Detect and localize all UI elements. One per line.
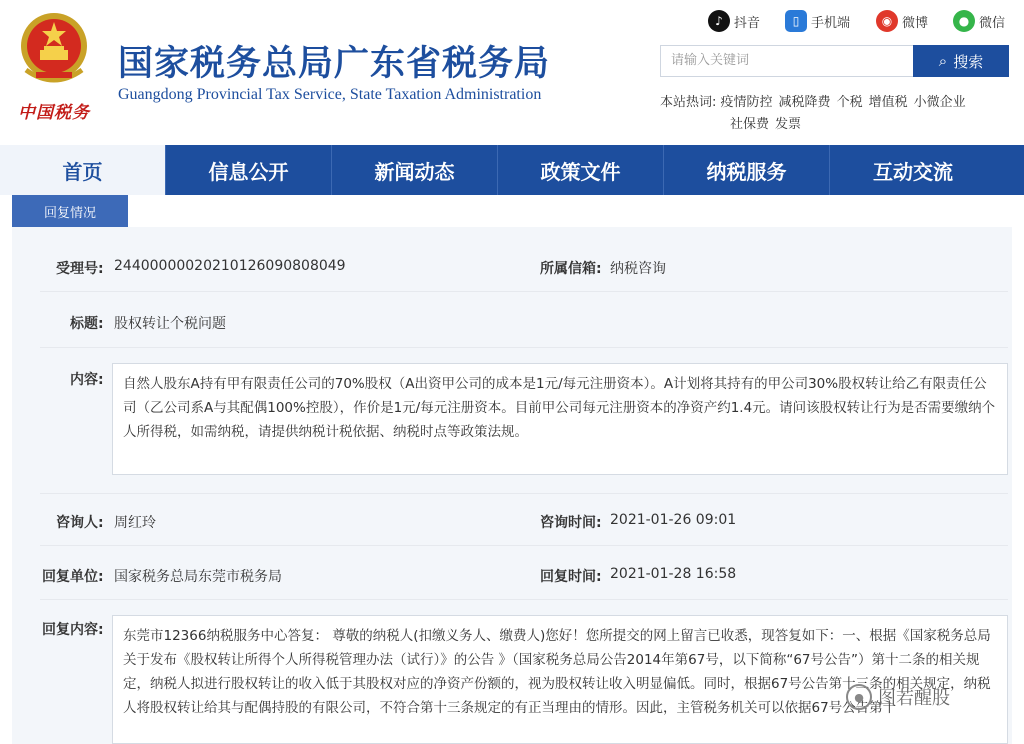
search-button[interactable] xyxy=(913,45,1009,77)
hot-keyword[interactable]: 疫情防控 xyxy=(720,95,773,110)
main-nav xyxy=(0,145,1024,195)
national-emblem-icon xyxy=(18,10,90,88)
asker-value: 周红玲 xyxy=(114,515,156,531)
social-label: 微信 xyxy=(979,15,1006,31)
reply-unit-value: 国家税务总局东莞市税务局 xyxy=(114,569,282,585)
divider xyxy=(40,599,1008,600)
hot-keywords-label: 本站热词: xyxy=(660,95,717,110)
wechat-icon: ● xyxy=(953,10,975,32)
title-label: 标题: xyxy=(70,316,104,332)
logo-script-text: 中国税务 xyxy=(18,103,90,123)
mailbox-label: 所属信箱: xyxy=(540,261,602,277)
title-value: 股权转让个税问题 xyxy=(114,316,226,332)
nav-item-news[interactable]: 新闻动态 xyxy=(332,145,498,195)
mailbox-value: 纳税咨询 xyxy=(610,261,666,277)
search-input[interactable]: 请输入关键词 xyxy=(660,45,914,77)
watermark-text: 图若醒股 xyxy=(878,688,950,709)
nav-item-interact[interactable]: 互动交流 xyxy=(873,159,953,184)
nav-item-policy[interactable]: 政策文件 xyxy=(498,145,664,195)
content-box: 自然人股东A持有甲有限责任公司的70%股权（A出资甲公司的成本是1元/每元注册资本）。A计划将其持有的甲公司30%股权转让给乙有限责任公司（乙公司系A与其配偶100%控股），作价是1元/每元注册资本。目前甲公司每元注册资本的净资产约1.4元。请问该股权转让行为是否需要缴纳个人所得税，如需纳税，请提供纳税计税依据、纳税时点等政策法规。 xyxy=(112,363,1008,475)
search-icon: ⌕ xyxy=(938,52,948,70)
nav-item-service[interactable]: 纳税服务 xyxy=(664,145,830,195)
site-title[interactable]: 国家税务总局广东省税务局 xyxy=(118,44,551,84)
wechat-icon: ● xyxy=(846,684,872,710)
social-link-wechat[interactable] xyxy=(953,10,1005,32)
reply-time-label: 回复时间: xyxy=(540,569,602,585)
hot-keyword[interactable]: 社保费 xyxy=(730,117,770,132)
nav-item-home[interactable]: 首页 xyxy=(0,145,166,195)
reply-content-label: 回复内容: xyxy=(42,622,104,638)
social-link-douyin[interactable] xyxy=(708,10,760,32)
social-link-weibo[interactable] xyxy=(876,10,928,32)
hot-keyword[interactable]: 减税降费 xyxy=(778,95,831,110)
site-subtitle: Guangdong Provincial Tax Service, State Taxation Administration xyxy=(118,86,542,103)
accept-id-label: 受理号: xyxy=(56,261,104,277)
search-button-label: 搜索 xyxy=(953,52,984,71)
divider xyxy=(40,545,1008,546)
reply-unit-label: 回复单位: xyxy=(42,569,104,585)
divider xyxy=(40,291,1008,292)
tab-reply-status[interactable]: 回复情况 xyxy=(12,195,128,227)
accept-id-value: 244000000202101260908080​49 xyxy=(114,258,346,274)
hot-keywords xyxy=(660,92,1010,136)
detail-panel xyxy=(12,227,1012,744)
watermark xyxy=(846,684,950,710)
hot-keyword[interactable]: 增值税 xyxy=(868,95,908,110)
mobile-icon: ▯ xyxy=(785,10,807,32)
ask-time-label: 咨询时间: xyxy=(540,515,602,531)
site-header xyxy=(0,0,1024,145)
ask-time-value: 2021-01-26 09:01 xyxy=(610,512,737,528)
hot-keyword[interactable]: 个税 xyxy=(836,95,863,110)
social-label: 微博 xyxy=(902,15,929,31)
reply-content-box: 东莞市12366纳税服务中心答复： 尊敬的纳税人(扣缴义务人、缴费人)您好！您所提交的网上留言已收悉，现答复如下：一、根据《国家税务总局 关于发布《股权转让所得个人所得税管理办法（试行）》的公告 》（国家税务总局公告2014年第67号，以下简称“67号公告”）第十二条的相关规定，纳税人拟进行股权转让的收入低于其股权对应的净资产份额的，视为股权转让收入明显偏低。同时，根据67号公告第十三条的相关规定，纳税人将股权转让给其与配偶持股的有限公司，不符合第十三条规定的有正当理由的情形。因此，主管税务机关可以依据67号公告第十 xyxy=(112,615,1008,744)
content-label: 内容: xyxy=(70,372,104,388)
social-label: 手机端 xyxy=(811,15,851,31)
social-link-mobile[interactable] xyxy=(785,10,850,32)
hot-keyword[interactable]: 小微企业 xyxy=(913,95,966,110)
hot-keyword[interactable]: 发票 xyxy=(775,117,802,132)
social-label: 抖音 xyxy=(734,15,761,31)
reply-time-value: 2021-01-28 16:58 xyxy=(610,566,737,582)
divider xyxy=(40,347,1008,348)
douyin-icon: ♪ xyxy=(708,10,730,32)
divider xyxy=(40,493,1008,494)
nav-item-info[interactable]: 信息公开 xyxy=(166,145,332,195)
asker-label: 咨询人: xyxy=(56,515,104,531)
weibo-icon: ◉ xyxy=(876,10,898,32)
